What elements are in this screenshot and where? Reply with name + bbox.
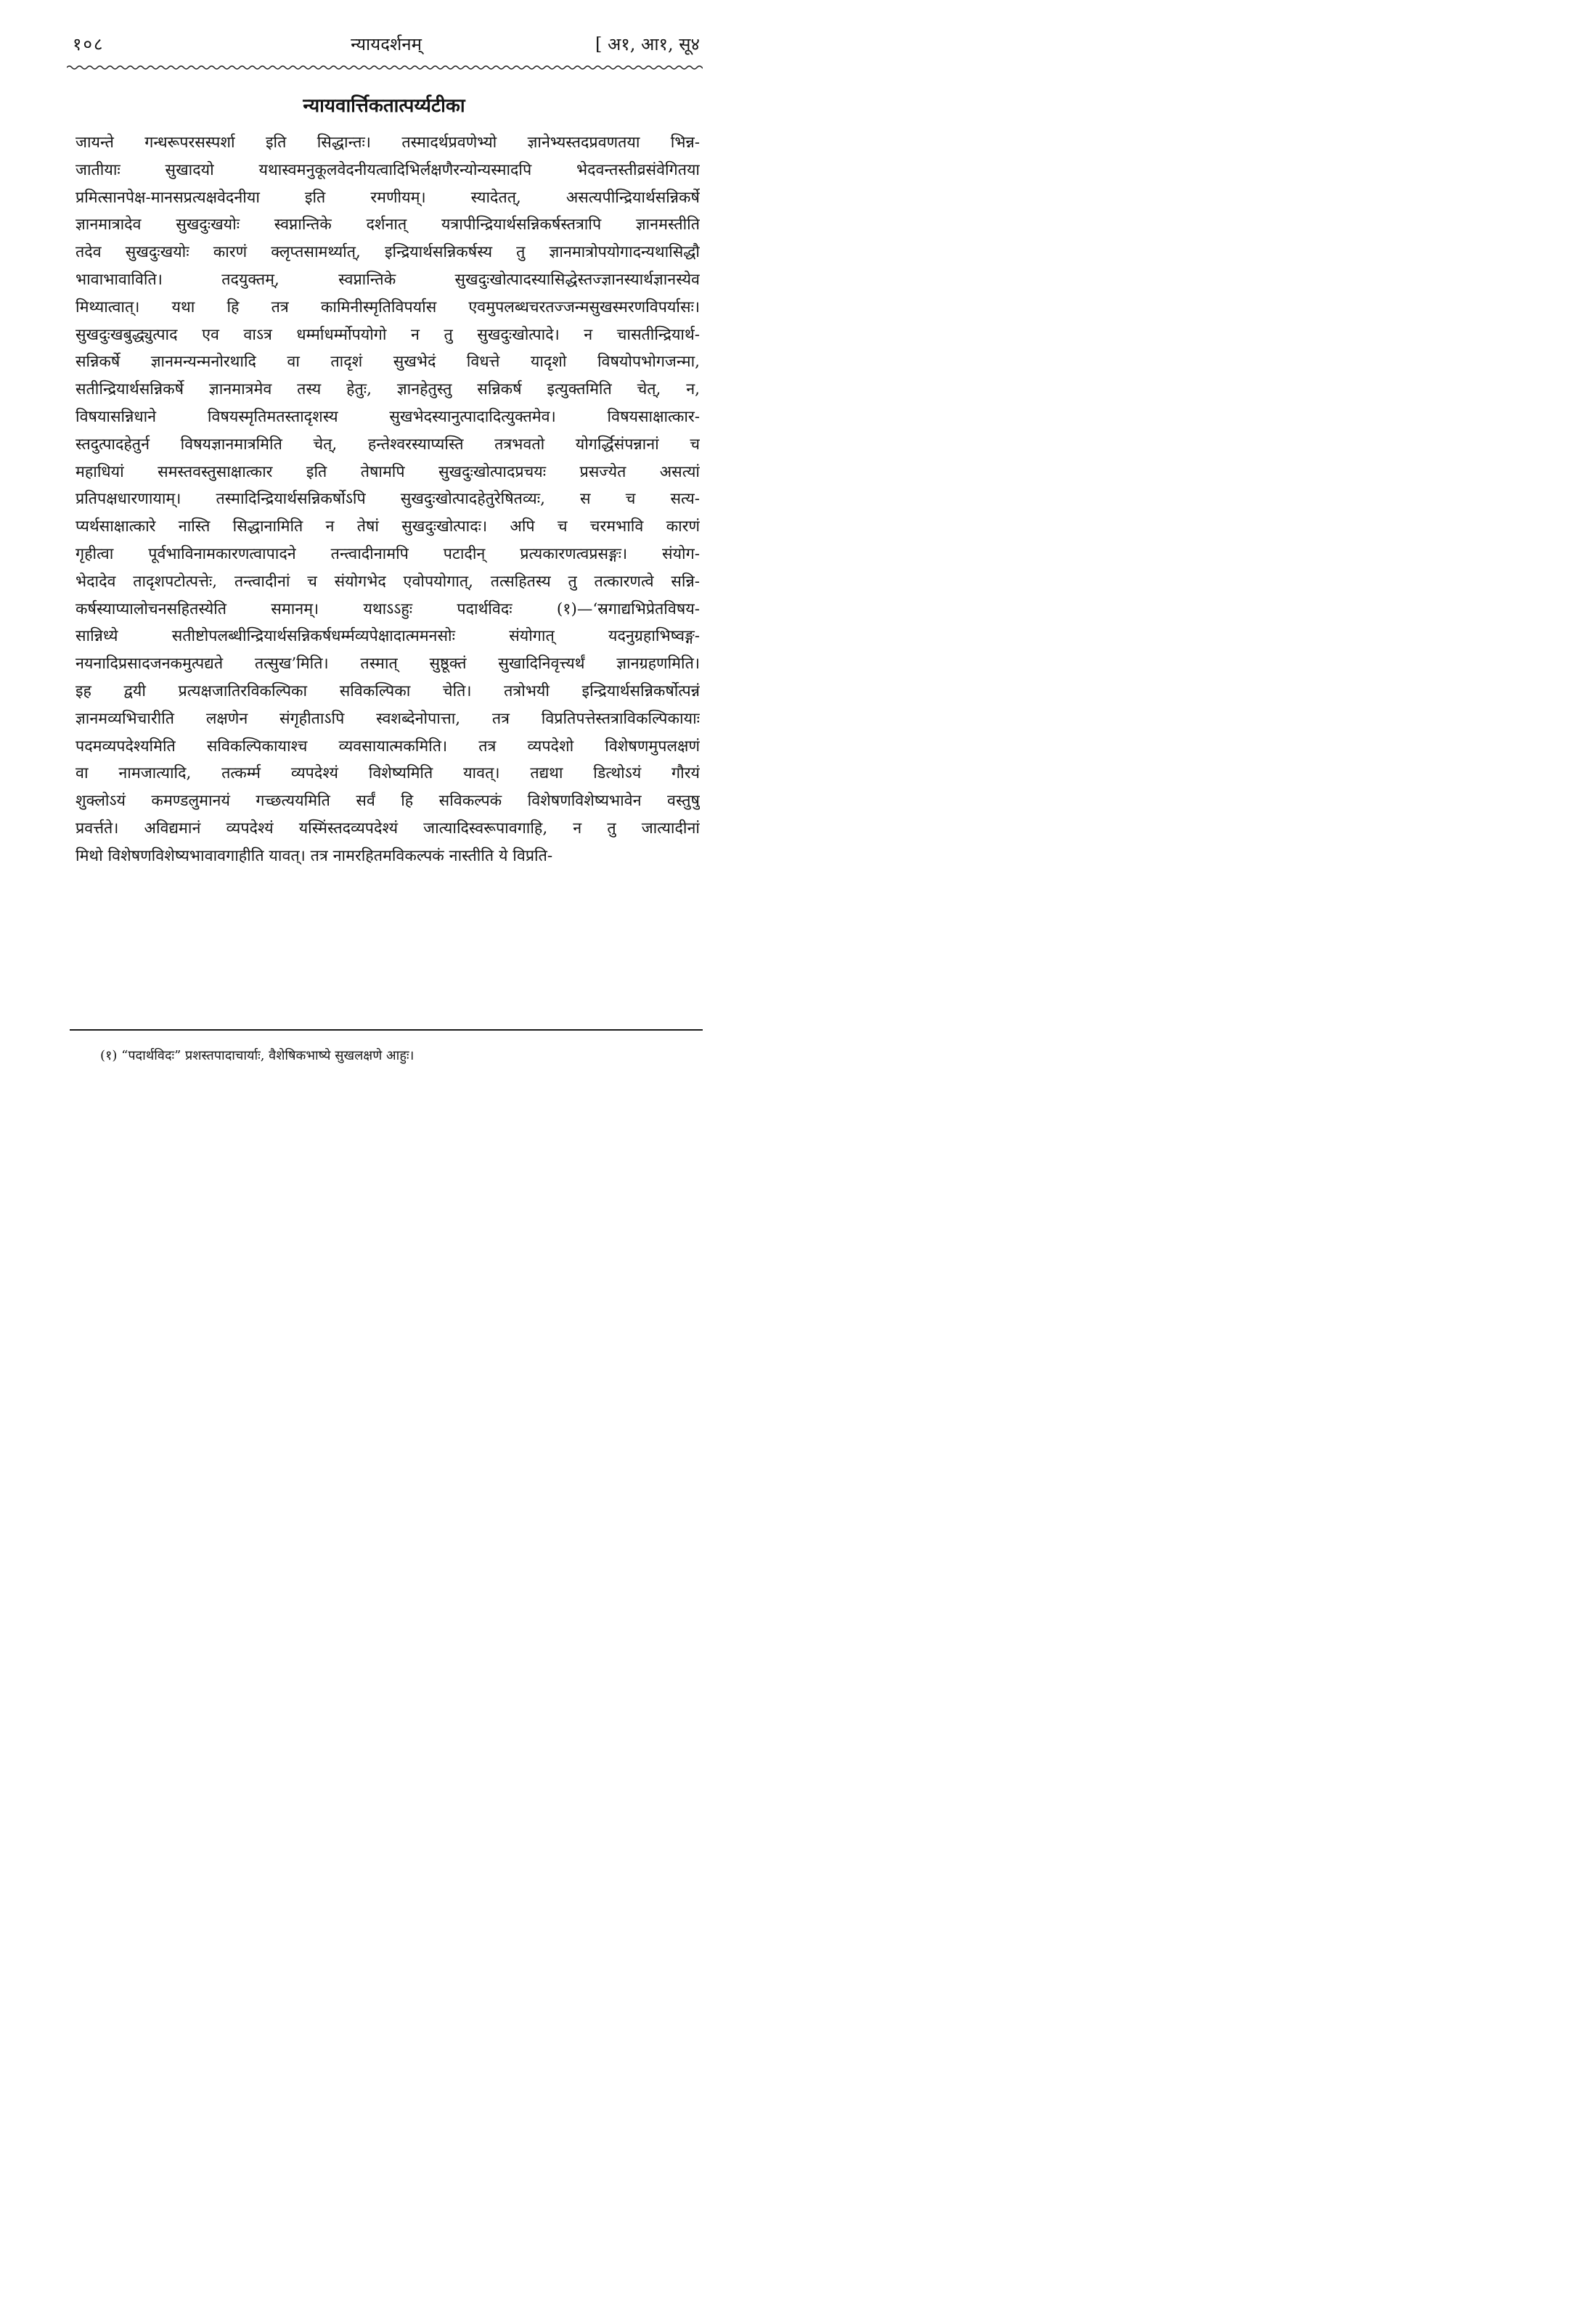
text-line: मिथो विशेषणविशेष्यभावावगाहीति यावत्। तत्र नामरहितमविकल्पकं नास्तीति ये विप्रति- <box>75 846 553 865</box>
text-line: जायन्ते गन्धरूपरसस्पर्शा इति सिद्धान्तः। तस्मादर्थप्रवणेभ्यो ज्ञानेभ्यस्तदप्रवणतया भिन्न- <box>75 134 700 152</box>
text-line: प्रतिपक्षधारणायाम्। तस्मादिन्द्रियार्थसन्निकर्षोऽपि सुखदुःखोत्पादहेतुरेषितव्यः, स च सत्य- <box>75 490 700 509</box>
running-title: न्यायदर्शनम् <box>351 34 422 54</box>
page-number: १०८ <box>73 34 105 54</box>
text-line: सान्निध्ये सतीष्टोपलब्धीन्द्रियार्थसन्निकर्षधर्म्मव्यपेक्षादात्ममनसोः संयोगात् यदनुग्रहाभिष्वङ्ग- <box>75 627 700 646</box>
page-header <box>73 29 700 58</box>
text-line: सतीन्द्रियार्थसन्निकर्षे ज्ञानमात्रमेव तस्य हेतुः, ज्ञानहेतुस्तु सन्निकर्ष इत्युक्तमिति चेत्, न, <box>75 380 700 399</box>
text-line: वा नामजात्यादि, तत्कर्म्म व्यपदेश्यं विशेष्यमिति यावत्। तद्यथा डित्थोऽयं गौरयं <box>75 764 700 783</box>
text-line: नयनादिप्रसादजनकमुत्पद्यते तत्सुख’मिति। तस्मात् सुष्ठूक्तं सुखादिनिवृत्त्यर्थं ज्ञानग्रहणमिति। <box>75 655 700 674</box>
text-line: स्तदुत्पादहेतुर्न विषयज्ञानमात्रमिति चेत्, हन्तेश्वरस्याप्यस्ति तत्रभवतो योगर्द्धिसंपन्नानां च <box>75 435 700 454</box>
text-line: प्रवर्त्तते। अविद्यमानं व्यपदेश्यं यस्मिंस्तदव्यपदेश्यं जात्यादिस्वरूपावगाहि, न तु जात्यादीनां <box>75 819 700 838</box>
text-line: सुखदुःखबुद्ध्युत्पाद एव वाऽत्र धर्म्माधर्म्मोपयोगो न तु सुखदुःखोत्पादे। न चासतीन्द्रियार्थ- <box>75 325 700 344</box>
text-line: विषयासन्निधाने विषयस्मृतिमतस्तादृशस्य सुखभेदस्यानुत्पादादित्युक्तमेव। विषयसाक्षात्कार- <box>75 407 700 426</box>
text-line: जातीयाः सुखादयो यथास्वमनुकूलवेदनीयत्वादिभिर्लक्षणैरन्योन्यस्मादपि भेदवन्तस्तीव्रसंवेगितया <box>75 160 700 179</box>
text-line: ज्ञानमव्यभिचारीति लक्षणेन संगृहीताऽपि स्वशब्देनोपात्ता, तत्र विप्रतिपत्तेस्तत्राविकल्पिकायाः <box>75 709 700 728</box>
text-line: शुक्लोऽयं कमण्डलुमानयं गच्छत्ययमिति सर्वं हि सविकल्पकं विशेषणविशेष्यभावेन वस्तुषु <box>75 792 700 811</box>
text-line: प्यर्थसाक्षात्कारे नास्ति सिद्धानामिति न तेषां सुखदुःखोत्पादः। अपि च चरमभावि कारणं <box>75 517 700 536</box>
section-title: न्यायवार्त्तिकतात्पर्य्यटीका <box>303 95 465 117</box>
text-line: तदेव सुखदुःखयोः कारणं क्लृप्तसामर्थ्यात्, इन्द्रियार्थसन्निकर्षस्य तु ज्ञानमात्रोपयोगादन्यथासिद्धौ <box>75 243 700 262</box>
text-line: ज्ञानमात्रादेव सुखदुःखयोः स्वप्नान्तिके दर्शनात् यत्रापीन्द्रियार्थसन्निकर्षस्तत्रापि ज्ञानमस्तीति <box>75 216 700 234</box>
text-line: भावाभावाविति। तदयुक्तम्, स्वप्नान्तिके सुखदुःखोत्पादस्यासिद्धेस्तज्ज्ञानस्यार्थज्ञानस्येव <box>75 270 700 289</box>
footnote: (१) “पदार्थविदः” प्रशस्तपादाचार्याः, वैशेषिकभाष्ये सुखलक्षणे आहुः। <box>100 1048 415 1063</box>
text-line: सन्निकर्षे ज्ञानमन्यन्मनोरथादि वा तादृशं सुखभेदं विधत्ते यादृशो विषयोपभोगजन्मा, <box>75 353 700 372</box>
text-line: कर्षस्याप्यालोचनसहितस्येति समानम्। यथाऽऽहुः पदार्थविदः (१)—‘स्रगाद्यभिप्रेतविषय- <box>75 600 700 618</box>
header-wavy-rule <box>67 64 703 71</box>
section-reference: [ अ१, आ१, सू४ <box>595 34 700 54</box>
footnote-rule <box>70 1029 703 1031</box>
text-line: भेदादेव तादृशपटोत्पत्तेः, तन्त्वादीनां च संयोगभेद एवोपयोगात्, तत्सहितस्य तु तत्कारणत्वे सन्नि- <box>75 572 700 591</box>
text-line: प्रमित्सानपेक्ष-मानसप्रत्यक्षवेदनीया इति रमणीयम्। स्यादेतत्, असत्यपीन्द्रियार्थसन्निकर्षे <box>75 188 700 207</box>
commentary-body <box>75 129 700 870</box>
text-line: पदमव्यपदेश्यमिति सविकल्पिकायाश्च व्यवसायात्मकमिति। तत्र व्यपदेशो विशेषणमुपलक्षणं <box>75 737 700 756</box>
text-line: महाधियां समस्तवस्तुसाक्षात्कार इति तेषामपि सुखदुःखोत्पादप्रचयः प्रसज्येत असत्यां <box>75 462 700 481</box>
text-line: मिथ्यात्वात्। यथा हि तत्र कामिनीस्मृतिविपर्यास एवमुपलब्धचरतज्जन्मसुखस्मरणविपर्यासः। <box>75 298 700 316</box>
text-line: इह द्वयी प्रत्यक्षजातिरविकल्पिका सविकल्पिका चेति। तत्रोभयी इन्द्रियार्थसन्निकर्षोत्पन्नं <box>75 682 700 700</box>
text-line: गृहीत्वा पूर्वभाविनामकारणत्वापादने तन्त्वादीनामपि पटादीन् प्रत्यकारणत्वप्रसङ्गः। संयोग- <box>75 544 700 563</box>
